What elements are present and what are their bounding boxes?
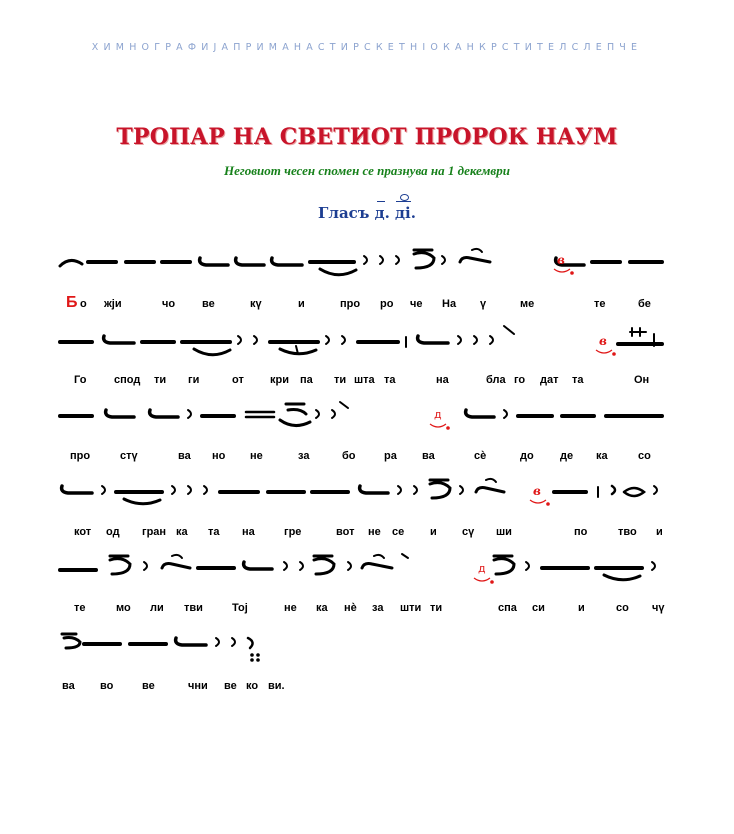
syllable: од [106,526,120,538]
martyria-sign [594,334,616,358]
neume-line-4 [58,472,670,512]
syllable: ка [596,450,608,462]
martyria-sign [552,253,574,277]
syllable: чү [652,602,665,614]
syllable: че [410,298,423,310]
syllable: бла [486,374,506,386]
header-marquee: ХИМНОГРАФИЈАПРИМАНАСТИРСКЕТНІОКАНКРСТИТЕЛСЛЕПЧЕ [91,42,643,53]
syllable: нѐ [344,602,357,614]
syllable: те [74,602,86,614]
syllable: ли [150,602,164,614]
syllable: бе [638,298,651,310]
syllable: Он [634,374,650,386]
syllable: но [212,450,226,462]
drop-capital: Б [66,294,78,311]
martyria-sign [428,408,450,432]
neume-line-2 [58,322,670,362]
syllable: и [298,298,305,310]
syllable: спа [498,602,517,614]
syllable: де [560,450,574,462]
syllable: и [430,526,437,538]
syllable: дат [540,374,559,386]
neume-group [62,479,657,504]
syllable: На [442,298,457,310]
syllable: чо [162,298,176,310]
syllable: шта [354,374,375,386]
syllable: гран [142,526,167,538]
syllable: до [520,450,534,462]
syllable: ра [384,450,397,462]
syllable: стү [120,450,138,462]
martyria-letter: в [557,253,565,267]
syllable: о [80,298,87,310]
syllable: ти [430,602,443,614]
syllable: бо [342,450,356,462]
martyria-letter: д [478,562,486,575]
neume-group [62,634,259,661]
neume-group [60,402,662,426]
syllable: шти [400,602,422,614]
lyric-line-3 [58,450,678,468]
syllable: се [392,526,405,538]
syllable: ка [316,602,328,614]
syllable: и [656,526,663,538]
syllable: ви. [268,680,285,692]
tone-mark-2: ді [395,204,411,222]
syllable: сү [462,526,475,538]
syllable: чни [188,680,208,692]
syllable: про [70,450,91,462]
syllable: ва [178,450,191,462]
lyric-line-4 [58,526,678,544]
syllable: те [594,298,606,310]
tone-mark-1: д [374,204,385,222]
syllable: па [300,374,313,386]
syllable: жји [104,298,122,310]
neume-group [60,326,662,355]
syllable: го [514,374,526,386]
neume-line-6 [58,624,670,664]
neume-group [60,554,655,580]
syllable: ши [496,526,512,538]
syllable: ва [422,450,435,462]
syllable: на [436,374,449,386]
neume-line-3 [58,396,670,436]
syllable: тво [618,526,637,538]
syllable: ме [520,298,535,310]
syllable: вот [336,526,355,538]
syllable: ти [334,374,347,386]
syllable: во [100,680,114,692]
syllable: за [298,450,310,462]
syllable: со [616,602,629,614]
syllable: сѐ [474,450,487,462]
syllable: тви [184,602,203,614]
syllable: не [250,450,263,462]
syllable: мо [116,602,131,614]
syllable: ги [188,374,200,386]
syllable: про [340,298,361,310]
syllable: со [638,450,651,462]
martyria-letter: д [434,408,442,421]
syllable: ва [62,680,75,692]
syllable: за [372,602,384,614]
subtitle: Неговиот чесен спомен се празнува на 1 декември [224,163,510,178]
syllable: ро [380,298,394,310]
syllable: ве [142,680,155,692]
syllable: ти [154,374,167,386]
syllable: ү [480,298,487,310]
martyria-letter: в [533,484,541,498]
syllable: на [242,526,255,538]
lyric-line-6 [58,680,678,698]
syllable: си [532,602,545,614]
tone-label: Гласъ [318,204,370,222]
syllable: ве [224,680,237,692]
syllable: не [368,526,381,538]
neume-line-5 [58,548,670,588]
syllable: та [208,526,220,538]
syllable: ко [246,680,259,692]
syllable: ве [202,298,215,310]
lyric-line-2 [58,374,678,392]
syllable: и [578,602,585,614]
syllable: ка [176,526,188,538]
lyric-line-1 [58,294,678,316]
syllable: кот [74,526,92,538]
neume-line-1 [58,244,670,284]
martyria-sign [528,484,550,508]
syllable: Тој [232,602,248,614]
syllable: не [284,602,297,614]
martyria-letter: в [599,334,607,348]
syllable: кү [250,298,262,310]
page-title: ТРОПАР НА СВЕТИОТ ПРОРОК НАУМ [116,124,618,150]
syllable: Го [74,374,87,386]
syllable: спод [114,374,141,386]
lyric-line-5 [58,602,678,620]
syllable: гре [284,526,302,538]
syllable: кри [270,374,289,386]
tone-indicator: Гласъ д. ді. [318,204,416,222]
syllable: та [572,374,584,386]
syllable: та [384,374,396,386]
martyria-sign [472,562,494,586]
syllable: от [232,374,244,386]
syllable: по [574,526,588,538]
